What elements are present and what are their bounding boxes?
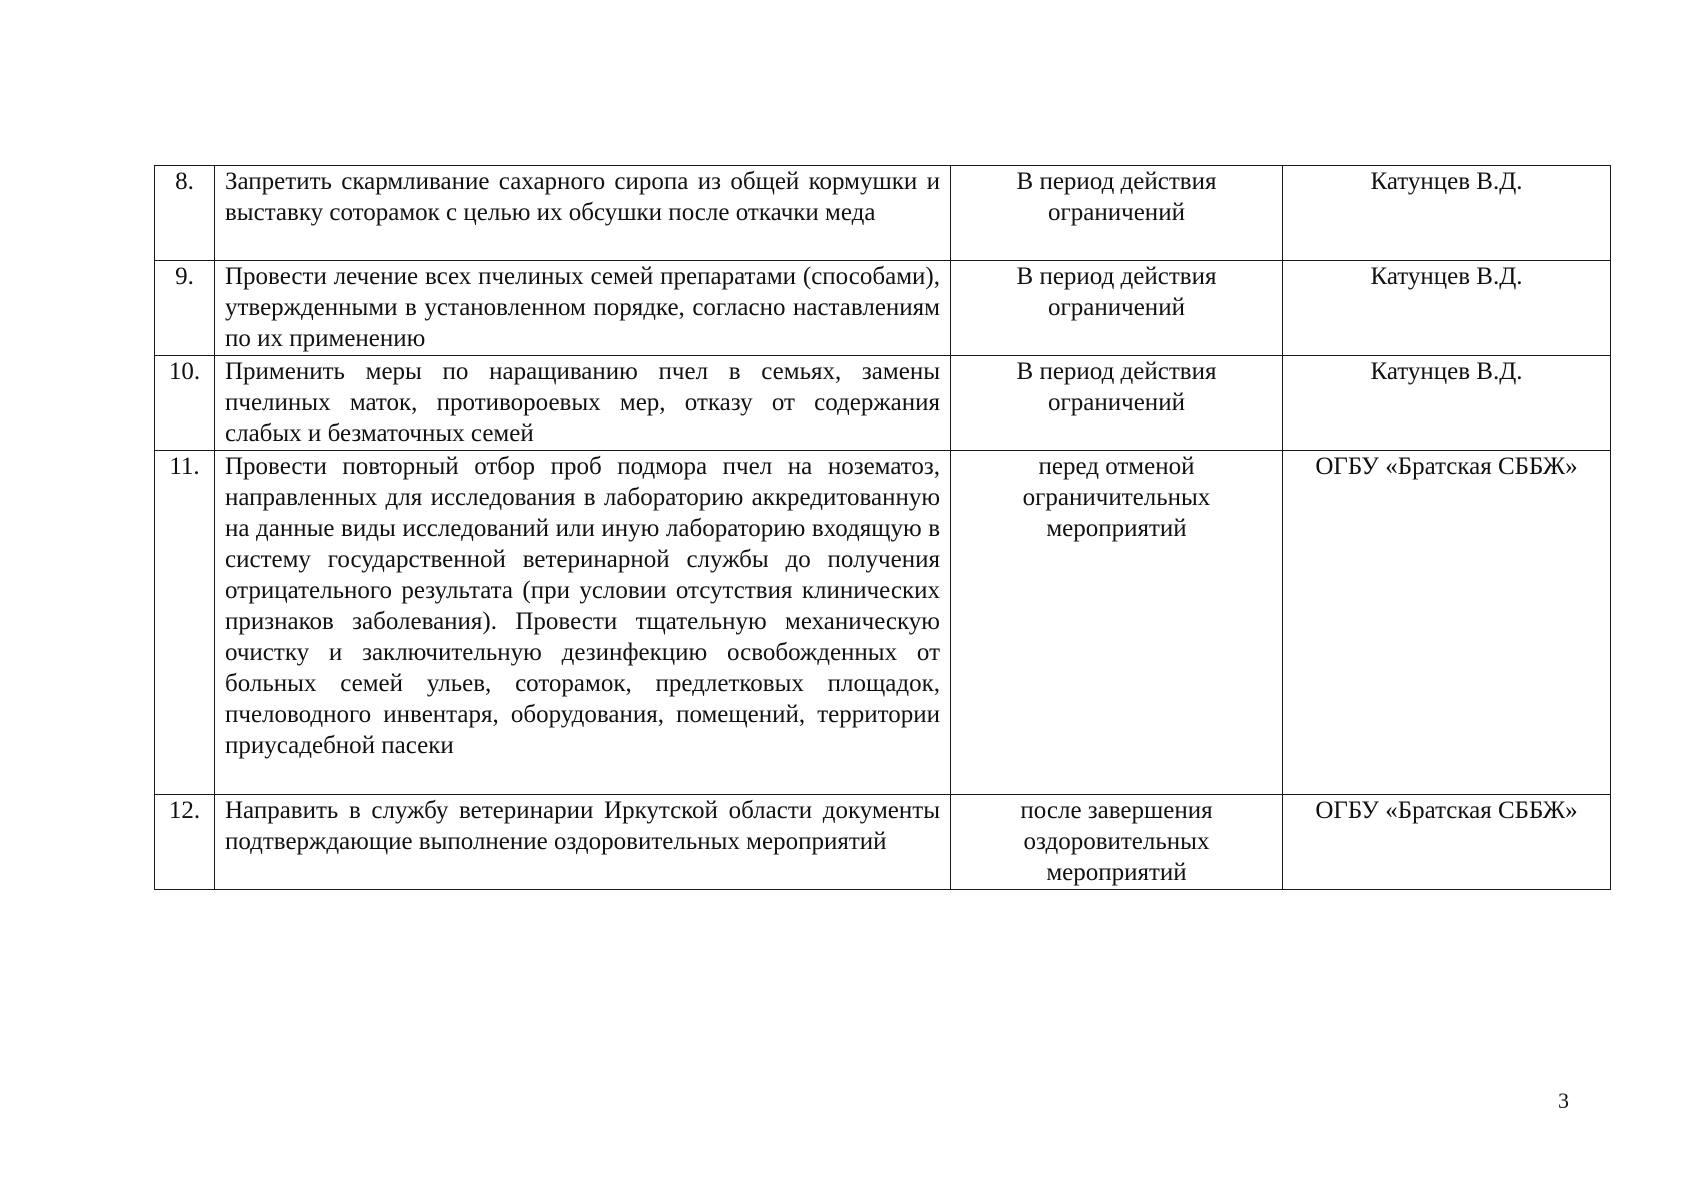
responsible-cell: Катунцев В.Д. bbox=[1283, 356, 1611, 451]
measure-text: Направить в службу ветеринарии Иркутской области документы подтверждающие выполнение оздоровительных мероприятий bbox=[215, 795, 951, 890]
deadline-cell: после завершения оздоровительных мероприятий bbox=[951, 795, 1283, 890]
row-number: 11. bbox=[155, 451, 215, 795]
responsible-cell: ОГБУ «Братская СББЖ» bbox=[1283, 795, 1611, 890]
table-row bbox=[155, 795, 1611, 890]
table-row bbox=[155, 166, 1611, 261]
row-number: 8. bbox=[155, 166, 215, 261]
row-number: 9. bbox=[155, 261, 215, 356]
responsible-cell: Катунцев В.Д. bbox=[1283, 166, 1611, 261]
table-row bbox=[155, 261, 1611, 356]
deadline-cell: перед отменой ограничительных мероприятий bbox=[951, 451, 1283, 795]
row-number: 12. bbox=[155, 795, 215, 890]
measures-table bbox=[154, 165, 1611, 890]
measure-text: Провести повторный отбор проб подмора пчел на нозематоз, направленных для исследования в лабораторию аккредитованную на данные виды исследований или иную лабораторию входящую в систему государственной ветеринарной службы до получения отрицательного результата (при условии отсутствия клинических признаков заболевания). Провести тщательную механическую очистку и заключительную дезинфекцию освобожденных от больных семей ульев, соторамок, предлетковых площадок, пчеловодного инвентаря, оборудования, помещений, территории приусадебной пасеки bbox=[215, 451, 951, 795]
table-row bbox=[155, 451, 1611, 795]
measure-text: Применить меры по наращиванию пчел в семьях, замены пчелиных маток, противороевых мер, отказу от содержания слабых и безматочных семей bbox=[215, 356, 951, 451]
row-number: 10. bbox=[155, 356, 215, 451]
measure-text: Запретить скармливание сахарного сиропа из общей кормушки и выставку соторамок с целью их обсушки после откачки меда bbox=[215, 166, 951, 261]
deadline-cell: В период действия ограничений bbox=[951, 166, 1283, 261]
deadline-cell: В период действия ограничений bbox=[951, 261, 1283, 356]
responsible-cell: Катунцев В.Д. bbox=[1283, 261, 1611, 356]
responsible-cell: ОГБУ «Братская СББЖ» bbox=[1283, 451, 1611, 795]
deadline-cell: В период действия ограничений bbox=[951, 356, 1283, 451]
table-row bbox=[155, 356, 1611, 451]
page-number: 3 bbox=[1558, 1088, 1569, 1113]
measure-text: Провести лечение всех пчелиных семей препаратами (способами), утвержденными в установленном порядке, согласно наставлениям по их применению bbox=[215, 261, 951, 356]
